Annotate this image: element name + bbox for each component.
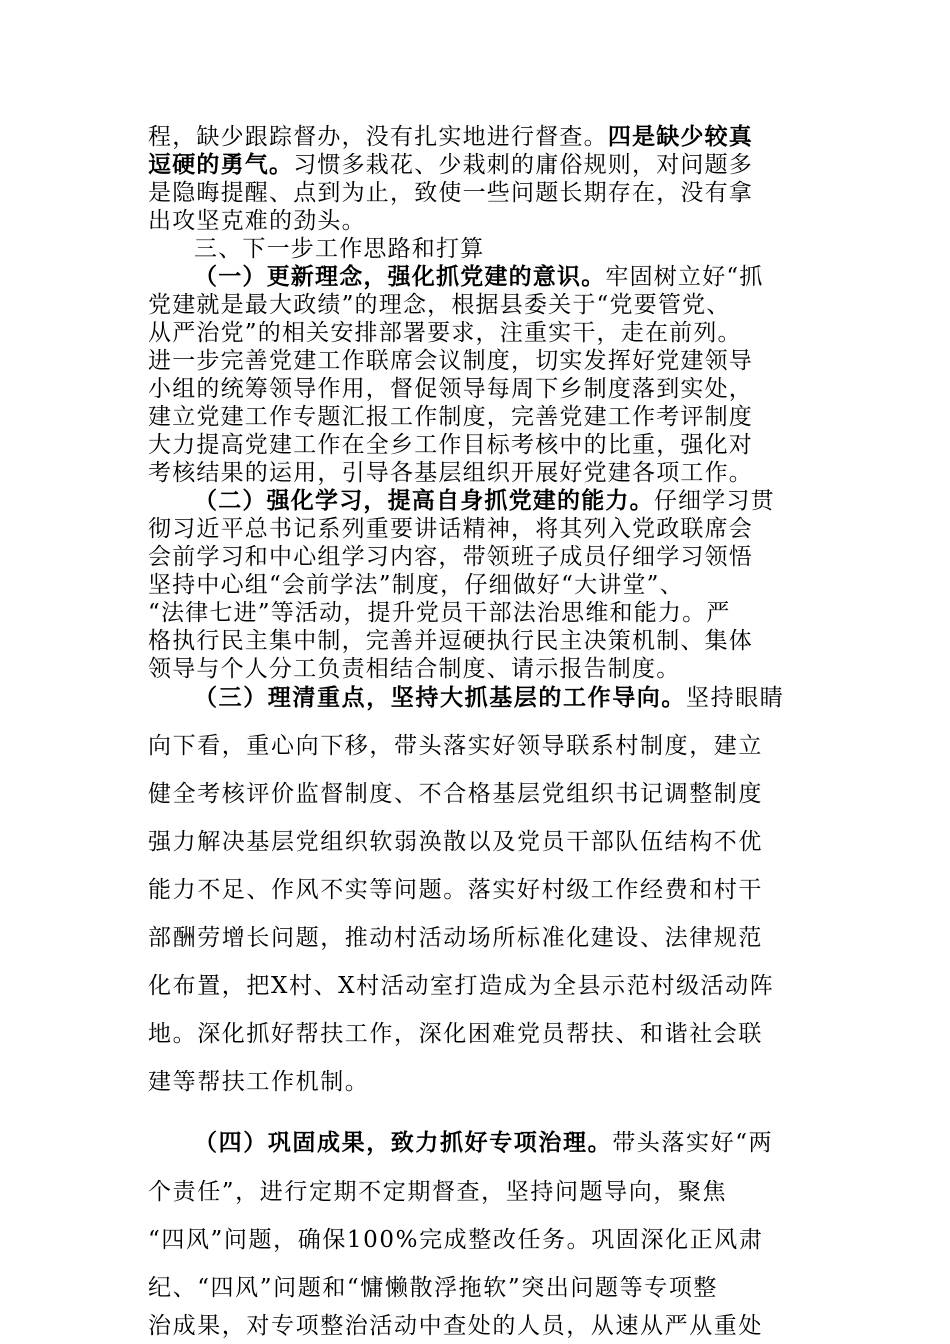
text-line: 纪、“四风”问题和“慵懒散浮拖软”突出问题等专项整	[148, 1275, 719, 1301]
text-line: 地。深化抓好帮扶工作，深化困难党员帮扶、和谐社会联	[148, 1021, 763, 1047]
text-line: 彻习近平总书记系列重要讲话精神，将其列入党政联席会	[148, 516, 753, 542]
text-line: 部酬劳增长问题，推动村活动场所标准化建设、法律规范	[148, 925, 763, 951]
text-line: （三）理清重点，坚持大抓基层的工作导向。坚持眼睛	[194, 684, 785, 711]
text-line: （二）强化学习，提高自身抓党建的能力。仔细学习贯	[194, 487, 775, 514]
text-line: 化布置，把X村、X村活动室打造成为全县示范村级活动阵	[148, 973, 775, 999]
text-line: 建等帮扶工作机制。	[148, 1069, 370, 1095]
text-line: 会前学习和中心组学习内容，带领班子成员仔细学习领悟	[148, 544, 753, 570]
text-line: 治成果，对专项整治活动中查处的人员，从速从严从重处	[148, 1313, 763, 1339]
text-line: 向下看，重心向下移，带头落实好领导联系村制度，建立	[148, 733, 763, 759]
text-line: 格执行民主集中制，完善并逗硬执行民主决策机制、集体	[148, 628, 753, 654]
text-line: 强力解决基层党组织软弱涣散以及党员干部队伍结构不优	[148, 829, 763, 855]
text-line: 从严治党”的相关安排部署要求，注重实干，走在前列。	[148, 320, 742, 346]
text-line: 能力不足、作风不实等问题。落实好村级工作经费和村干	[148, 877, 763, 903]
text-line: 坚持中心组“会前学法”制度，仔细做好“大讲堂”、	[148, 572, 684, 598]
text-line: “法律七进”等活动，提升党员干部法治思维和能力。严	[148, 600, 731, 626]
text-line: 进一步完善党建工作联席会议制度，切实发挥好党建领导	[148, 348, 753, 374]
text-line: “四风”问题，确保100%完成整改任务。巩固深化正风肃	[148, 1227, 764, 1253]
text-line: 个责任”，进行定期不定期督查，坚持问题导向，聚焦	[148, 1179, 728, 1205]
text-line: 是隐晦提醒、点到为止，致使一些问题长期存在，没有拿	[148, 180, 753, 206]
text-line: 小组的统筹领导作用，督促领导每周下乡制度落到实处，	[148, 376, 753, 402]
text-line: 程，缺少跟踪督办，没有扎实地进行督查。四是缺少较真	[148, 123, 754, 150]
text-line: 逗硬的勇气。习惯多栽花、少栽刺的庸俗规则，对问题多	[148, 151, 754, 178]
text-line: 领导与个人分工负责相结合制度、请示报告制度。	[148, 656, 681, 682]
text-line: 大力提高党建工作在全乡工作目标考核中的比重，强化对	[148, 432, 753, 458]
text-line: 考核结果的运用，引导各基层组织开展好党建各项工作。	[148, 460, 753, 486]
text-line: 建立党建工作专题汇报工作制度，完善党建工作考评制度	[148, 404, 753, 430]
text-line: 党建就是最大政绩”的理念，根据县委关于“党要管党、	[148, 292, 731, 318]
text-line: （一）更新理念，强化抓党建的意识。牢固树立好“抓	[194, 263, 764, 290]
text-line: 健全考核评价监督制度、不合格基层党组织书记调整制度	[148, 781, 763, 807]
text-line: 出攻坚克难的劲头。	[148, 208, 366, 234]
section-heading: 三、下一步工作思路和打算	[194, 236, 485, 262]
text-line: （四）巩固成果，致力抓好专项治理。带头落实好“两	[194, 1129, 774, 1156]
